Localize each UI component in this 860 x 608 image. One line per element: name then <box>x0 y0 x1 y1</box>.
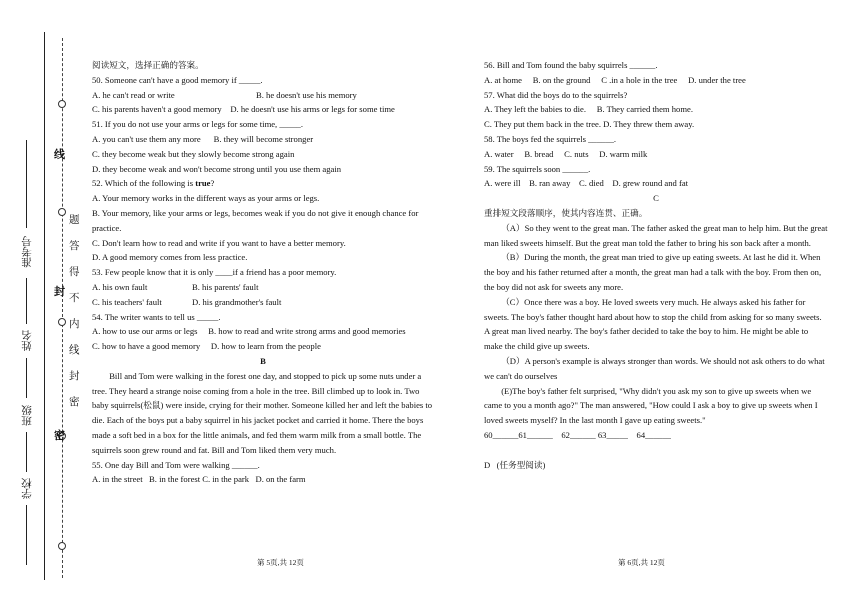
q50-option-b: B. he doesn't use his memory <box>256 89 357 100</box>
q53-options-cd <box>92 295 434 310</box>
q50-option-c: C. his parents haven't a good memory <box>92 104 222 115</box>
outer-vertical-line <box>44 32 45 580</box>
q51-option-c: C. they become weak but they slowly become strong again <box>92 148 295 159</box>
q52-bold: true <box>195 178 211 189</box>
seal-secret-char: 密 <box>54 430 65 442</box>
notice-char: 线 <box>69 345 80 356</box>
q52-mark: ? <box>210 178 215 189</box>
section-c-instructions: 重排短文段落顺序，使其内容连贯、正确。 <box>484 207 648 218</box>
instructions: 阅读短文，选择正确的答案。 <box>92 60 204 70</box>
section-b-heading: B <box>260 355 266 366</box>
q51-options-ab <box>92 132 434 147</box>
q53-option-b: B. his parents' fault <box>192 281 259 292</box>
q53-option-c: C. his teachers' fault <box>92 296 162 307</box>
q55-options: A. in the street B. in the forest C. in the park D. on the farm <box>92 474 306 485</box>
q54-options-ab <box>92 324 434 339</box>
exam-no-blank <box>26 278 27 324</box>
class-blank <box>26 432 27 472</box>
notice-char: 封 <box>69 371 80 382</box>
binding-hole <box>58 318 66 326</box>
seal-seal-char: 封 <box>54 286 65 298</box>
q51-option-d: D. they become weak and won't become strong until you use them again <box>92 163 342 174</box>
page-number-left: 第 5页,共 12页 <box>257 558 304 567</box>
q52-option-a: A. Your memory works in the different ways as your arms or legs. <box>92 193 320 204</box>
question-58: 58. The boys fed the squirrels ______. <box>484 133 617 144</box>
notice-char: 答 <box>69 241 80 252</box>
right-column <box>484 58 828 472</box>
name-blank <box>26 358 27 398</box>
binding-margin <box>0 0 88 608</box>
paragraph-d: （D）A person's example is always stronger than words. We should not ask others to do what we can't do ourselves <box>484 355 825 381</box>
blank-line <box>484 443 828 458</box>
notice-char: 得 <box>69 267 80 278</box>
exam-no-label: 准考号 <box>22 236 33 268</box>
question-54: 54. The writer wants to tell us _____. <box>92 311 221 322</box>
name-label: 姓名 <box>22 330 33 351</box>
notice-char: 不 <box>69 293 80 304</box>
q52-option-d: D. A good memory comes from less practice. <box>92 252 248 263</box>
q50-options-cd <box>92 102 434 117</box>
question-50: 50. Someone can't have a good memory if _____. <box>92 74 263 85</box>
school-label: 学校 <box>22 478 33 499</box>
question-57: 57. What did the boys do to the squirrels? <box>484 89 628 100</box>
section-d-heading: D (任务型阅读) <box>484 459 546 470</box>
inner-vertical-line <box>62 38 63 578</box>
q59-options: A. were ill B. ran away C. died D. grew round and fat <box>484 178 689 189</box>
notice-char: 内 <box>69 319 80 330</box>
q58-options: A. water B. bread C. nuts D. warm milk <box>484 148 648 159</box>
q50-option-a: A. he can't read or write <box>92 89 175 100</box>
q57-options-ab: A. They left the babies to die. B. They carried them home. <box>484 104 693 115</box>
question-55: 55. One day Bill and Tom were walking ______. <box>92 459 260 470</box>
q51-option-b: B. they will become stronger <box>213 133 314 144</box>
binding-hole <box>58 208 66 216</box>
q54-option-b: B. how to read and write strong arms and good memories <box>208 326 406 337</box>
binding-hole <box>58 542 66 550</box>
paragraph-a: （A）So they went to the great man. The father asked the great man to help him. But the great man liked sweets himself. But the great man told the father to bring his son back after a month. <box>484 222 828 248</box>
seal-line-char: 线 <box>54 149 65 161</box>
q54-options-cd <box>92 339 434 354</box>
answer-blanks[interactable]: 60______61______ 62______ 63_____ 64______ <box>484 429 671 440</box>
q56-options: A. at home B. on the ground C .in a hole in the tree D. under the tree <box>484 74 746 85</box>
paragraph-c: （C）Once there was a boy. He loved sweets very much. He always asked his father for sweets. The boy's father thought hard about how to stop the child from asking for so many sweets. A great man lived nearby. The boy's father decided to take the boy to him. He might be able to make the child give up sweets. <box>484 296 822 352</box>
notice-char: 密 <box>69 397 80 408</box>
question-52 <box>92 176 434 191</box>
q54-option-c: C. how to have a good memory <box>92 341 201 352</box>
q53-option-a: A. his own fault <box>92 281 148 292</box>
question-51: 51. If you do not use your arms or legs for some time, _____. <box>92 119 303 130</box>
q54-option-a: A. how to use our arms or legs <box>92 326 198 337</box>
binding-hole <box>58 100 66 108</box>
q50-options-ab <box>92 88 434 103</box>
school-blank <box>26 505 27 565</box>
q52-option-b: B. Your memory, like your arms or legs, becomes weak if you do not give it enough chance for practice. <box>92 207 419 233</box>
top-blank <box>26 140 27 228</box>
question-59: 59. The squirrels soon ______. <box>484 163 591 174</box>
question-53: 53. Few people know that it is only ____if a friend has a poor memory. <box>92 267 337 278</box>
paragraph-b: （B）During the month, the great man tried to give up eating sweets. At last he did it. When the boy and his father returned after a month, the great man had a talk with the boy. From then on, the boy did not ask for sweets any more. <box>484 252 822 292</box>
class-label: 班级 <box>22 405 33 426</box>
passage-b: Bill and Tom were walking in the forest one day, and stopped to pick up some nuts under a tree. They heard a strange noise coming from a hole in the tree. Bill climbed up to look in. Two baby squirrels(松鼠) were inside, crying for their mother. Someone killed her and left the babies to die. Each of the boys put a baby squirrel in his jacket pocket and carried it home. There the boys made a soft bed in a box for the little animals, and fed them warm milk from a small bottle. The squirrels soon grew round and fat. Bill and Tom liked them very much. <box>92 370 433 455</box>
q53-option-d: D. his grandmother's fault <box>192 296 282 307</box>
q52-text: 52. Which of the following is <box>92 178 196 189</box>
q53-options-ab <box>92 280 434 295</box>
page-number-right: 第 6页,共 12页 <box>618 558 665 567</box>
question-56: 56. Bill and Tom found the baby squirrels ______. <box>484 60 658 70</box>
left-column <box>92 58 434 487</box>
notice-char: 题 <box>69 215 80 226</box>
paragraph-e: (E)The boy's father felt surprised, "Why didn't you ask my son to give up sweets when we came to you a month ago?" The man answered, "How could I ask a boy to give up sweets when I loved sweets myself? In the last month I gave up eating sweets." <box>484 385 818 426</box>
q52-option-c: C. Don't learn how to read and write if you want to have a better memory. <box>92 237 346 248</box>
q51-option-a: A. you can't use them any more <box>92 133 201 144</box>
q50-option-d: D. he doesn't use his arms or legs for some time <box>230 104 395 115</box>
q57-options-cd: C. They put them back in the tree. D. They threw them away. <box>484 119 695 130</box>
q54-option-d: D. how to learn from the people <box>210 341 321 352</box>
section-c-heading: C <box>653 193 659 204</box>
